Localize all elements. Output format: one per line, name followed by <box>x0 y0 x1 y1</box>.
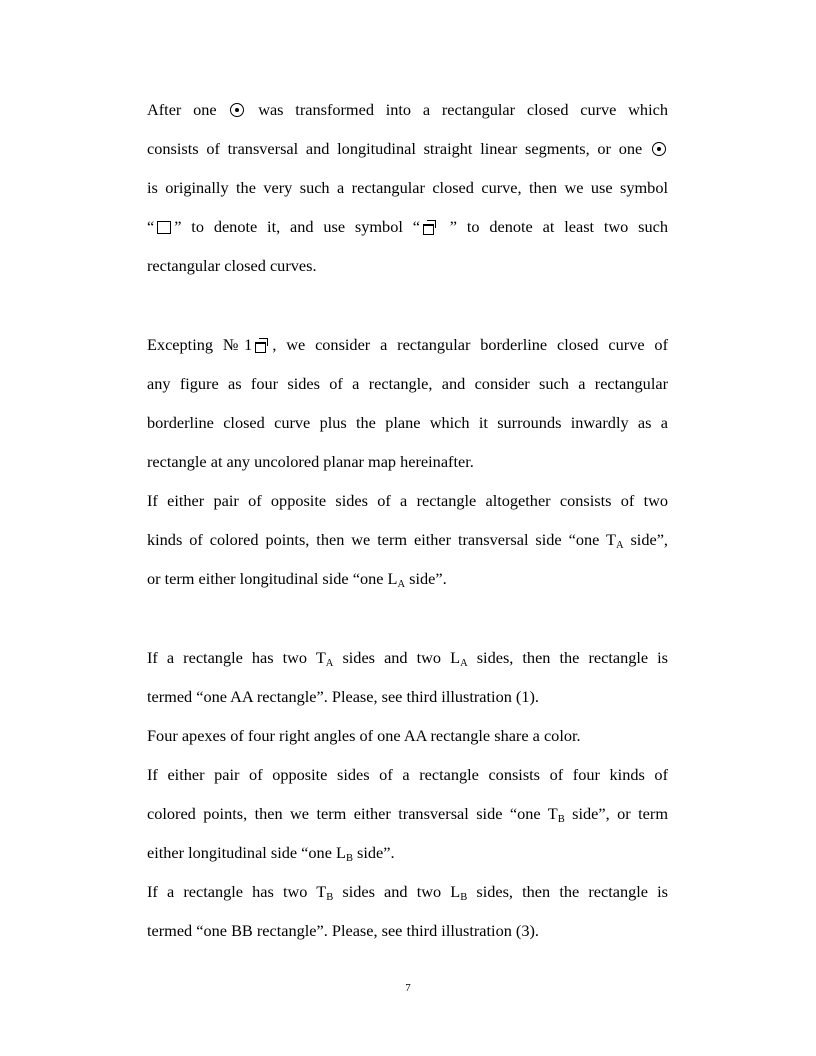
text-span <box>147 648 668 667</box>
text-span: After one <box>147 100 217 119</box>
text-line: If either pair of opposite sides of a rectangle consists of four kinds of <box>147 765 668 784</box>
subscript: A <box>325 658 334 669</box>
text-span: side”, <box>623 530 668 549</box>
text-line: termed “one AA rectangle”. Please, see third illustration (1). <box>147 687 539 706</box>
text-line: any figure as four sides of a rectangle, and consider such a rectangular <box>147 374 668 393</box>
open-quote: “ <box>147 217 155 236</box>
text-span: sides and two L <box>333 882 461 901</box>
text-line <box>147 335 668 355</box>
rectangle-icon <box>157 221 171 234</box>
text-line <box>147 804 668 824</box>
text-span <box>147 217 440 236</box>
subscript: B <box>460 892 468 903</box>
circled-dot-icon <box>230 103 244 117</box>
text-line <box>147 648 668 668</box>
text-span <box>147 530 668 549</box>
text-span: sides and two L <box>333 648 461 667</box>
text-span: sides, then the rectangle is <box>467 882 669 901</box>
text-span: If a rectangle has two T <box>147 648 326 667</box>
text-span: ” to denote it, and use symbol “ <box>174 217 420 236</box>
page-number: 7 <box>405 982 411 994</box>
text-span: side”, or term <box>564 804 668 823</box>
text-line: Four apexes of four right angles of one AA rectangle share a color. <box>147 726 581 745</box>
text-line <box>147 217 668 237</box>
text-span: sides, then the rectangle is <box>467 648 669 667</box>
two-rectangles-icon <box>423 220 437 234</box>
text-span <box>147 804 668 823</box>
text-span: or term either longitudinal side “one L <box>147 569 398 588</box>
text-span: ” to denote at least two such <box>449 217 669 236</box>
text-line <box>147 530 668 550</box>
subscript: B <box>345 853 353 864</box>
subscript: B <box>326 892 334 903</box>
text-line: borderline closed curve plus the plane which it surrounds inwardly as a <box>147 413 668 432</box>
text-line <box>147 882 668 902</box>
circled-dot-icon <box>652 142 666 156</box>
text-span <box>147 882 668 901</box>
subscript: A <box>397 579 406 590</box>
subscript: B <box>557 814 565 825</box>
subscript: A <box>460 658 468 669</box>
text-span: was transformed into a rectangular closed curve which <box>258 100 668 119</box>
text-line: rectangle at any uncolored planar map hereinafter. <box>147 452 474 471</box>
text-span: kinds of colored points, then we term either transversal side “one T <box>147 530 616 549</box>
text-span: If a rectangle has two T <box>147 882 327 901</box>
text-span: side”. <box>405 569 447 588</box>
text-line <box>147 100 668 120</box>
text-line: rectangular closed curves. <box>147 256 317 275</box>
text-line: termed “one BB rectangle”. Please, see third illustration (3). <box>147 921 539 940</box>
text-span: consists of transversal and longitudinal straight linear segments, or one <box>147 139 643 158</box>
text-span: Excepting №1 <box>147 335 253 354</box>
text-line <box>147 843 668 863</box>
text-line: If either pair of opposite sides of a rectangle altogether consists of two <box>147 491 668 510</box>
text-line <box>147 139 668 159</box>
text-line <box>147 569 668 589</box>
subscript: A <box>615 540 624 551</box>
text-span: , we consider a rectangular borderline closed curve of <box>272 335 668 354</box>
two-rectangles-icon <box>255 338 269 352</box>
text-span: colored points, then we term either transversal side “one T <box>147 804 558 823</box>
text-span: side”. <box>352 843 395 862</box>
text-span: either longitudinal side “one L <box>147 843 346 862</box>
text-span <box>147 335 668 354</box>
text-line: is originally the very such a rectangular closed curve, then we use symbol <box>147 178 668 197</box>
